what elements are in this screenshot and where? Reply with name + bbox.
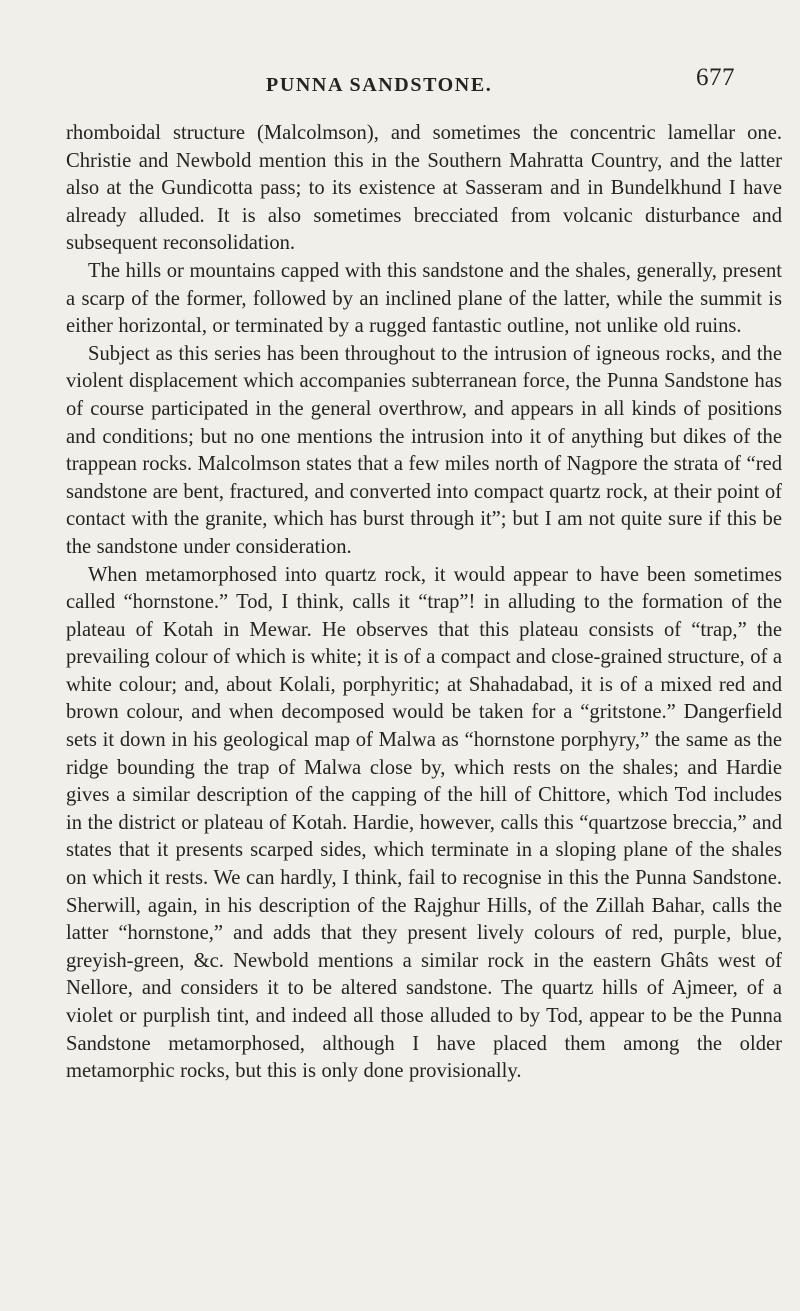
running-title: PUNNA SANDSTONE. <box>266 74 493 96</box>
paragraph-3: Subject as this series has been throughout to the intrusion of igneous rocks, and the violent displacement which accompanies subterranean force, the Punna Sandstone has of course participated in the general overthrow, and appears in all kinds of positions and conditions; but no one mentions the intrusion into it of anything but dikes of the trappean rocks. Malcolmson states that a few miles north of Nagpore the strata of “red sandstone are bent, fractured, and converted into compact quartz rock, at their point of contact with the granite, which has burst through it”; but I am not quite sure if this be the sandstone under consideration. <box>66 342 782 558</box>
body-text <box>66 120 782 1086</box>
paragraph-2: The hills or mountains capped with this sandstone and the shales, generally, present a scarp of the former, followed by an inclined plane of the latter, while the summit is either horizontal, or terminated by a rugged fantastic outline, not unlike old ruins. <box>66 259 782 338</box>
paragraph-1: rhomboidal structure (Malcolmson), and sometimes the concentric lamellar one. Christie and Newbold mention this in the Southern Mahratta Country, and the latter also at the Gundicotta pass; to its existence at Sasseram and in Bundelkhund I have already alluded. It is also sometimes brecciated from volcanic disturbance and subsequent reconsolidation. <box>66 122 782 255</box>
page-number: 677 <box>696 64 735 91</box>
paragraph-4: When metamorphosed into quartz rock, it would appear to have been sometimes called “hornstone.” Tod, I think, calls it “trap”! in alluding to the formation of the plateau of Kotah in Mewar. He observes that this plateau consists of “trap,” the prevailing colour of which is white; it is of a compact and close-grained structure, of a white colour; and, about Kolali, porphyritic; at Shahadabad, it is of a mixed red and brown colour, and when decomposed would be taken for a “gritstone.” Dangerfield sets it down in his geological map of Malwa as “hornstone porphyry,” the same as the ridge bounding the trap of Malwa close by, which rests on the shales; and Hardie gives a similar description of the capping of the hill of Chittore, which Tod includes in the district or plateau of Kotah. Hardie, however, calls this “quartzose breccia,” and states that it presents scarped sides, which terminate in a sloping plane of the shales on which it rests. We can hardly, I think, fail to recognise in this the Punna Sandstone. Sherwill, again, in his description of the Rajghur Hills, of the Zillah Bahar, calls the latter “hornstone,” and adds that they present lively colours of red, purple, blue, greyish-green, &c. Newbold mentions a similar rock in the eastern Ghâts west of Nellore, and considers it to be altered sandstone. The quartz hills of Ajmeer, of a violet or purplish tint, and indeed all those alluded to by Tod, appear to be the Punna Sandstone metamorphosed, although I have placed them among the older metamorphic rocks, but this is only done provisionally. <box>66 563 782 1083</box>
